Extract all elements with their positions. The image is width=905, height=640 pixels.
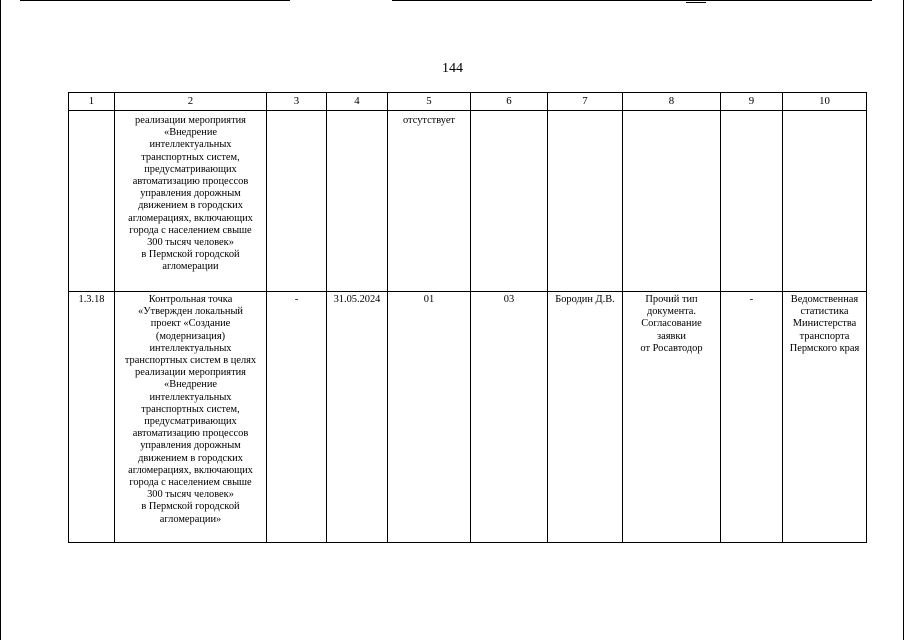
- document-type-cell: Прочий тип документа. Согласование заявки от Росавтодор: [623, 292, 721, 543]
- document-type-cell: [623, 111, 721, 292]
- date-cell: 31.05.2024: [327, 292, 388, 543]
- table-cell: [267, 111, 327, 292]
- table-cell: 01: [388, 292, 471, 543]
- column-header: 5: [388, 93, 471, 111]
- item-number-cell: [69, 111, 115, 292]
- date-cell: [327, 111, 388, 292]
- table-row: [69, 292, 867, 543]
- column-header: 4: [327, 93, 388, 111]
- table-header-row: [69, 93, 867, 111]
- column-header: 7: [548, 93, 623, 111]
- source-cell: Ведомственная статистика Министерства транспорта Пермского края: [783, 292, 867, 543]
- source-cell: [783, 111, 867, 292]
- left-scan-line: [0, 0, 1, 640]
- table-cell: [471, 111, 548, 292]
- responsible-cell: [548, 111, 623, 292]
- column-header: 6: [471, 93, 548, 111]
- column-header: 1: [69, 93, 115, 111]
- description-cell: реализации мероприятия «Внедрение интеллектуальных транспортных систем, предусматривающих автоматизацию процессов управления дорожным движением в городских агломерациях, включающих города с населением свыше 300 тысяч человек» в Пермской городской агломерации: [115, 111, 267, 292]
- column-header: 3: [267, 93, 327, 111]
- top-scan-line-far-right: [686, 2, 706, 3]
- column-header: 9: [721, 93, 783, 111]
- description-cell: Контрольная точка «Утвержден локальный проект «Создание (модернизация) интеллектуальных транспортных систем в целях реализации мероприятия «Внедрение интеллектуальных транспортных систем, предусматривающих автоматизацию процессов управления дорожным движением в городских агломерациях, включающих города с населением свыше 300 тысяч человек» в Пермской городской агломерации»: [115, 292, 267, 543]
- responsible-cell: Бородин Д.В.: [548, 292, 623, 543]
- table-cell: -: [267, 292, 327, 543]
- table-cell: 03: [471, 292, 548, 543]
- table-cell: [721, 111, 783, 292]
- column-header: 2: [115, 93, 267, 111]
- top-scan-line-right: [392, 0, 872, 1]
- item-number-cell: 1.3.18: [69, 292, 115, 543]
- column-header: 8: [623, 93, 721, 111]
- table-cell: -: [721, 292, 783, 543]
- table-cell: отсутствует: [388, 111, 471, 292]
- page-number: 144: [442, 61, 463, 76]
- table-row: [69, 111, 867, 292]
- schedule-table: [68, 92, 867, 543]
- column-header: 10: [783, 93, 867, 111]
- right-scan-line: [903, 0, 904, 640]
- top-scan-line-left: [20, 0, 290, 1]
